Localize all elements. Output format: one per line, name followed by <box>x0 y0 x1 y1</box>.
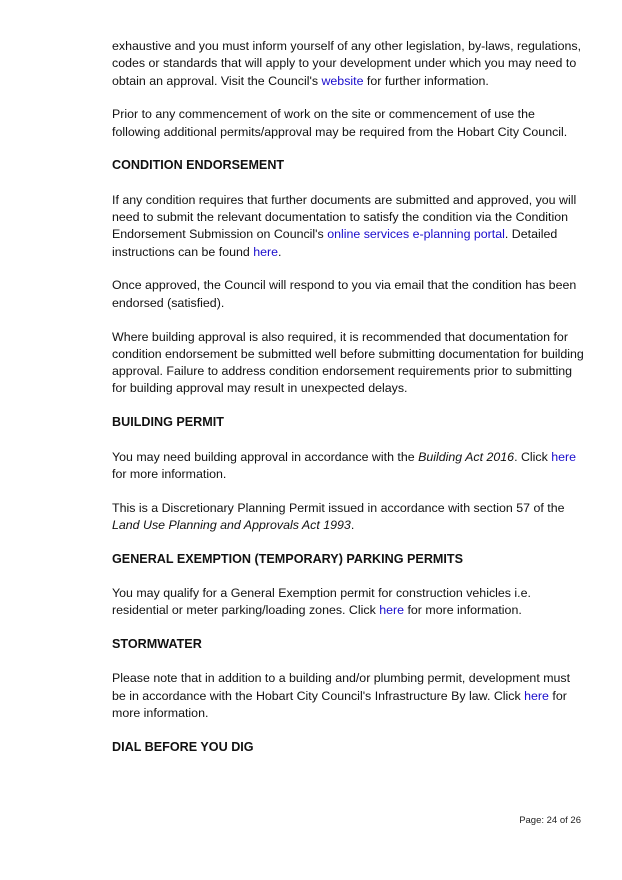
page-content <box>112 38 586 773</box>
parking-here-link[interactable]: here <box>379 603 405 618</box>
text-span: exhaustive and you must inform yourself of any other legislation, by-laws, regulations, codes or standards that will apply to your development under which you may need to obtain an approval. Visit the Council's <box>112 39 582 88</box>
text-span: . <box>350 517 355 532</box>
act-title: Building Act 2016 <box>418 449 515 464</box>
text-span: If any condition requires that further documents are submitted and approved, you will need to submit the relevant documentation to satisfy the condition via the Condition Endorsement Submission on Council's <box>112 192 577 242</box>
stormwater-heading: STORMWATER <box>112 637 202 652</box>
condition-paragraph-3: Where building approval is also required, it is recommended that documentation for condition endorsement be submitted well before submitting documentation for building approval. Failure to address condition endorsement requirements prior to submitting for building approval may result in unexpected delays. <box>112 329 584 396</box>
website-link[interactable]: website <box>321 73 364 88</box>
building-paragraph-2 <box>112 500 586 535</box>
dial-before-you-dig-heading: DIAL BEFORE YOU DIG <box>112 739 254 754</box>
building-here-link[interactable]: here <box>551 449 577 464</box>
text-span: for more information. <box>404 603 522 618</box>
text-span: This is a Discretionary Planning Permit issued in accordance with section 57 of the <box>112 500 565 515</box>
eplanning-portal-link[interactable]: online services e-planning portal <box>327 227 505 242</box>
permits-paragraph: Prior to any commencement of work on the site or commencement of use the following additional permits/approval may be required from the Hobart City Council. <box>112 107 568 139</box>
stormwater-paragraph <box>112 670 586 722</box>
parking-permits-heading: GENERAL EXEMPTION (TEMPORARY) PARKING PERMITS <box>112 551 464 566</box>
instructions-here-link[interactable]: here <box>253 244 279 259</box>
condition-paragraph-2: Once approved, the Council will respond to you via email that the condition has been endorsed (satisfied). <box>112 278 577 310</box>
page-number: Page: 24 of 26 <box>519 815 581 826</box>
text-span: for more information. <box>112 688 567 721</box>
parking-paragraph <box>112 585 586 620</box>
intro-paragraph <box>112 38 586 90</box>
text-span: Please note that in addition to a building and/or plumbing permit, development must be in accordance with the Hobart City Council's Infrastructure By law. Click <box>112 671 571 703</box>
text-span: for more information. <box>112 466 227 481</box>
act-title: Land Use Planning and Approvals Act 1993 <box>112 517 351 532</box>
text-span: . <box>278 244 282 259</box>
text-span: You may need building approval in accordance with the <box>112 449 419 464</box>
stormwater-here-link[interactable]: here <box>524 688 549 703</box>
text-span: . Click <box>514 449 552 464</box>
building-paragraph-1 <box>112 449 586 484</box>
condition-paragraph-1 <box>112 192 586 261</box>
text-span: . Detailed instructions can be found <box>112 227 558 259</box>
condition-endorsement-heading: CONDITION ENDORSEMENT <box>112 158 285 173</box>
building-permit-heading: BUILDING PERMIT <box>112 415 224 430</box>
text-span: for further information. <box>363 73 489 88</box>
text-span: You may qualify for a General Exemption permit for construction vehicles i.e. residential or meter parking/loading zones. Click <box>112 586 531 618</box>
